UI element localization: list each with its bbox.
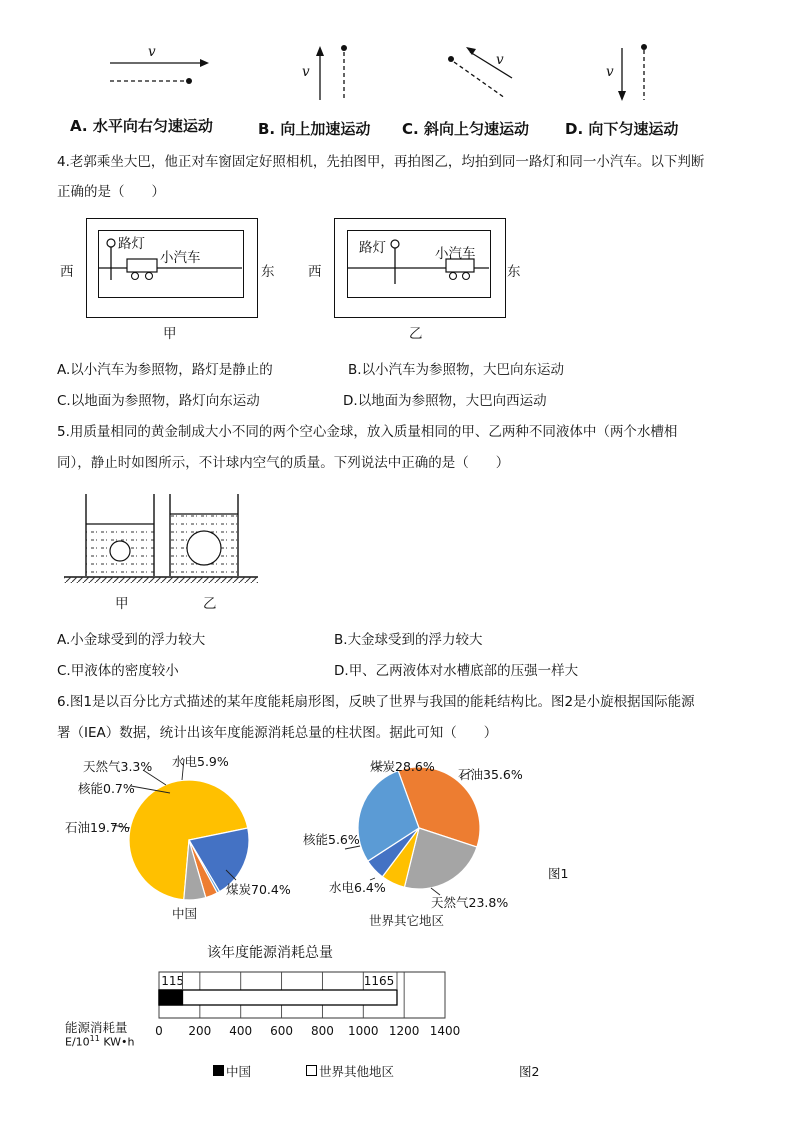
q3-option-b[interactable]: B. 向上加速运动 — [258, 120, 371, 138]
pie-title-world: 世界其它地区 — [369, 913, 445, 928]
q5-option-b[interactable]: B.大金球受到的浮力较大 — [334, 632, 483, 648]
bar-unit: $E/10^{11}$ KW•h — [65, 1034, 135, 1049]
q4-option-d[interactable]: D.以地面为参照物，大巴向西运动 — [343, 393, 547, 409]
caption-yi: 乙 — [409, 326, 423, 342]
east-label-b: 东 — [507, 264, 521, 280]
west-label-a: 西 — [60, 264, 74, 280]
car-label-b: 小汽车 — [435, 246, 476, 262]
q3-option-a[interactable]: A. 水平向右匀速运动 — [70, 117, 213, 135]
bar-tick-label: 0 — [155, 1024, 163, 1038]
bar-tick-label: 1000 — [348, 1024, 379, 1038]
bar-tick-label: 800 — [310, 1024, 334, 1038]
bar-tick-label: 600 — [270, 1024, 294, 1038]
q4-option-c[interactable]: C.以地面为参照物，路灯向东运动 — [57, 393, 260, 409]
pie-label-coal: 煤炭70.4% — [226, 882, 291, 897]
bar-ylabel: 能源消耗量 — [65, 1020, 128, 1035]
pie-label-oil: 石油19.7% — [65, 820, 130, 835]
tank-caption-jia: 甲 — [115, 596, 129, 612]
caption-jia: 甲 — [163, 326, 177, 342]
bar-world — [159, 990, 397, 1005]
bar-chart-title: 该年度能源消耗总量 — [207, 945, 333, 961]
q5-option-a[interactable]: A.小金球受到的浮力较大 — [57, 632, 206, 648]
q4-option-b[interactable]: B.以小汽车为参照物，大巴向东运动 — [348, 362, 565, 378]
legend-swatch-china — [213, 1065, 224, 1076]
q4-option-a[interactable]: A.以小汽车为参照物，路灯是静止的 — [57, 362, 273, 378]
legend-china: 中国 — [213, 1062, 251, 1080]
q4-stem-line1: 4.老郭乘坐大巴，他正对车窗固定好照相机，先拍图甲，再拍图乙，均拍到同一路灯和同一小汽车。以下判断 — [57, 154, 705, 170]
velocity-label-a: v — [148, 44, 156, 60]
bar-tick-label: 200 — [188, 1024, 212, 1038]
bar-tick-label: 1400 — [429, 1024, 461, 1038]
figure-2-label: 图2 — [519, 1064, 540, 1079]
q6-stem-line1: 6.图1是以百分比方式描述的某年度能耗扇形图，反映了世界与我国的能耗结构比。图2是小旋根据国际能源 — [57, 694, 695, 710]
bar-china — [159, 990, 182, 1005]
q5-option-d[interactable]: D.甲、乙两液体对水槽底部的压强一样大 — [334, 663, 579, 679]
pie-label-gas: 天然气3.3% — [83, 759, 153, 774]
bar-tick-label: 400 — [229, 1024, 253, 1038]
q5-stem-line2: 同），静止时如图所示，不计球内空气的质量。下列说法中正确的是（ ） — [57, 455, 510, 471]
bar-tick-label: 1200 — [388, 1024, 420, 1038]
pie-label-hydro: 水电5.9% — [172, 754, 229, 769]
q6-stem-line2: 署（IEA）数据，统计出该年度能源消耗总量的柱状图。据此可知（ ） — [57, 725, 498, 741]
q5-option-c[interactable]: C.甲液体的密度较小 — [57, 663, 179, 679]
tank-caption-yi: 乙 — [203, 596, 217, 612]
legend-world: 世界其他地区 — [306, 1062, 394, 1080]
velocity-label-c: v — [496, 52, 504, 68]
pie-label-world-coal: 煤炭28.6% — [370, 759, 435, 774]
pie-label-world-nuclear: 核能5.6% — [303, 832, 360, 847]
pie-label-world-gas: 天然气23.8% — [431, 895, 509, 910]
bar-value-label-china: 115 — [161, 974, 185, 988]
q3-option-c[interactable]: C. 斜向上匀速运动 — [402, 120, 529, 138]
q4-stem-line2: 正确的是（ ） — [57, 184, 165, 200]
bar-value-label-world: 1165 — [363, 974, 395, 988]
pie-label-nuclear: 核能0.7% — [78, 781, 135, 796]
q5-stem-line1: 5.用质量相同的黄金制成大小不同的两个空心金球，放入质量相同的甲、乙两种不同液体中（两个水槽相 — [57, 424, 678, 440]
legend-swatch-world — [306, 1065, 317, 1076]
lamp-label-a: 路灯 — [118, 236, 145, 252]
lamp-label-b: 路灯 — [359, 240, 386, 256]
car-label-a: 小汽车 — [160, 250, 201, 266]
pie-label-world-hydro: 水电6.4% — [329, 880, 386, 895]
pie-title-china: 中国 — [172, 906, 198, 921]
figure-1-label: 图1 — [548, 866, 569, 881]
east-label-a: 东 — [261, 264, 275, 280]
west-label-b: 西 — [308, 264, 322, 280]
q3-option-d[interactable]: D. 向下匀速运动 — [565, 120, 679, 138]
pie-label-world-oil: 石油35.6% — [458, 767, 523, 782]
velocity-label-b: v — [302, 64, 310, 80]
velocity-label-d: v — [606, 64, 614, 80]
